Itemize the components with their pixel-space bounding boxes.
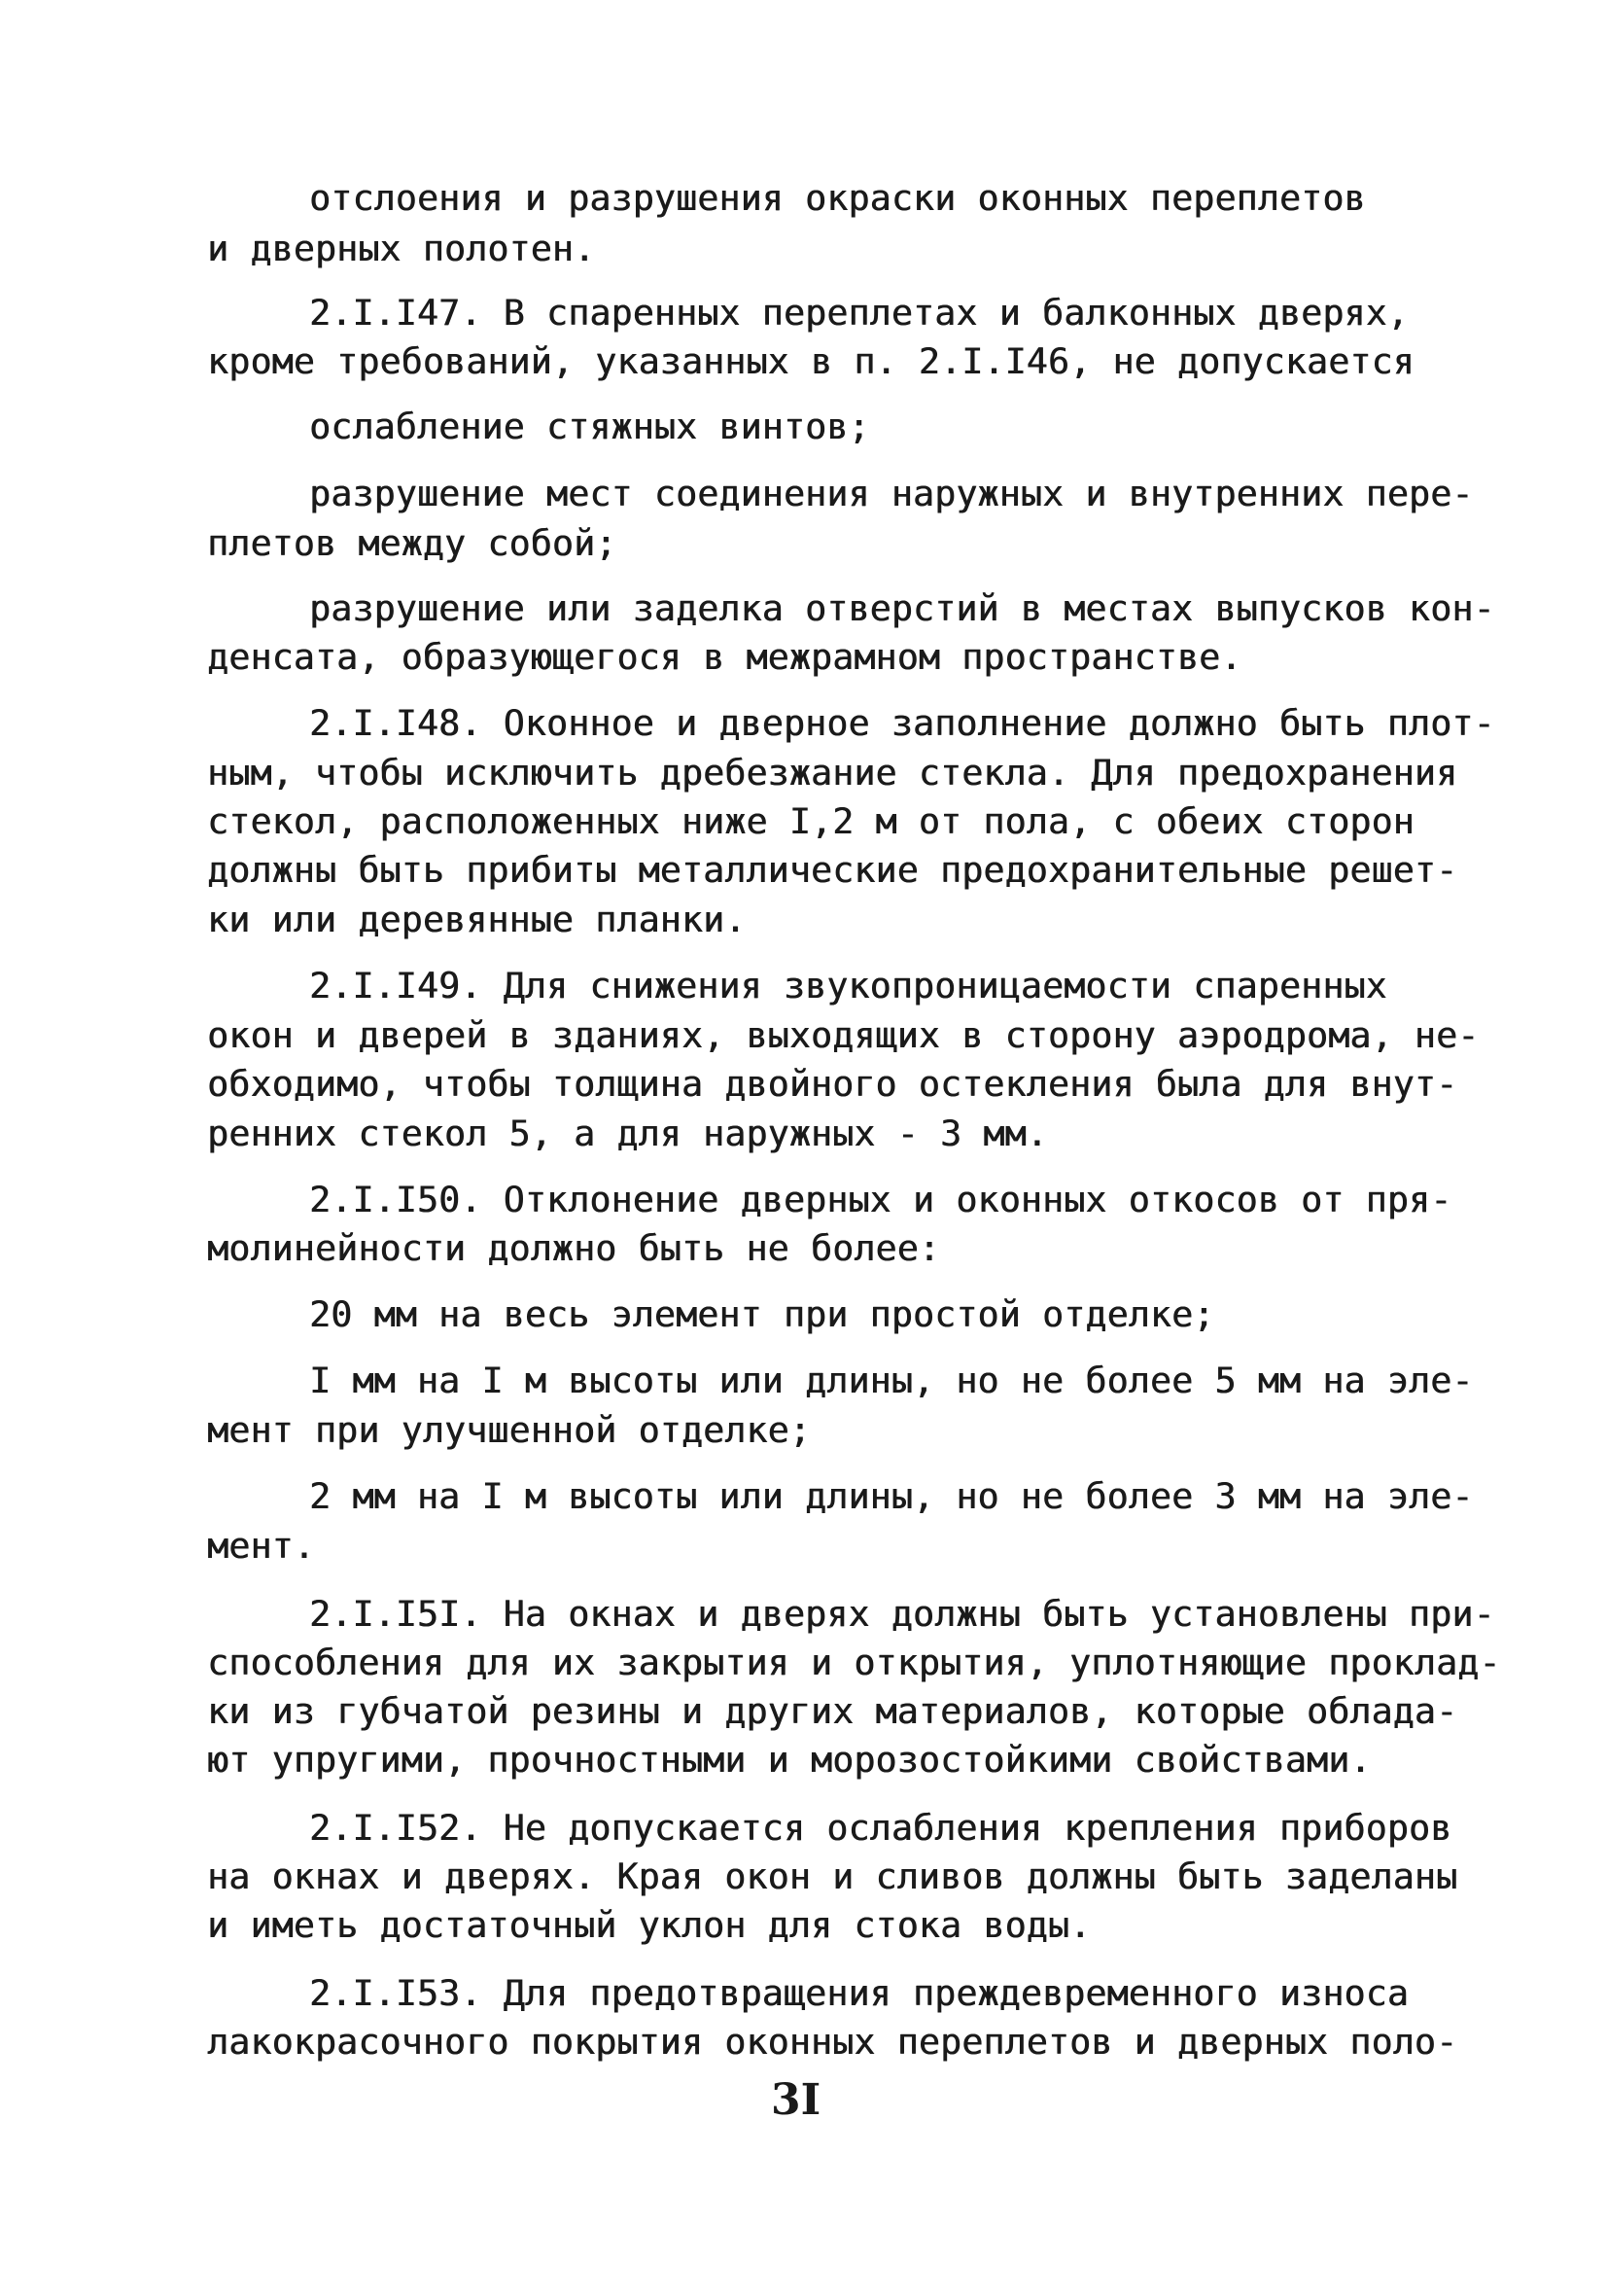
text-line: и дверных полотен.	[207, 228, 596, 269]
text-line: 2.I.I50. Отклонение дверных и оконных откосов от пря-	[309, 1179, 1452, 1220]
text-line: ренних стекол 5, а для наружных - 3 мм.	[207, 1113, 1048, 1154]
text-line: ным, чтобы исключить дребезжание стекла. Для предохранения	[207, 752, 1458, 794]
text-line: ослабление стяжных винтов;	[309, 406, 870, 447]
text-line: разрушение или заделка отверстий в местах выпусков кон-	[309, 587, 1495, 629]
text-line: окон и дверей в зданиях, выходящих в сторону аэродрома, не-	[207, 1014, 1480, 1056]
text-line: ют упругими, прочностными и морозостойкими свойствами.	[207, 1739, 1372, 1781]
text-line: ки или деревянные планки.	[207, 899, 747, 940]
text-line: плетов между собой;	[207, 522, 617, 564]
text-line: 2.I.I52. Не допускается ослабления крепления приборов	[309, 1807, 1452, 1849]
text-line: на окнах и дверях. Края окон и сливов должны быть заделаны	[207, 1855, 1458, 1897]
text-line: 2.I.I47. В спаренных переплетах и балконных дверях,	[309, 292, 1409, 334]
text-line: 2 мм на I м высоты или длины, но не более 3 мм на эле-	[309, 1475, 1474, 1517]
text-line: обходимо, чтобы толщина двойного остекления была для внут-	[207, 1063, 1458, 1105]
text-line: кроме требований, указанных в п. 2.I.I46, не допускается	[207, 340, 1415, 382]
text-line: должны быть прибиты металлические предохранительные решет-	[207, 849, 1458, 891]
page-number: 3I	[771, 2075, 821, 2125]
text-line: отслоения и разрушения окраски оконных переплетов	[309, 177, 1366, 219]
text-line: лакокрасочного покрытия оконных переплетов и дверных поло-	[207, 2021, 1458, 2063]
text-line: ки из губчатой резины и других материалов, которые облада-	[207, 1690, 1458, 1732]
text-line: мент.	[207, 1525, 315, 1567]
text-line: и иметь достаточный уклон для стока воды.	[207, 1904, 1092, 1946]
text-line: I мм на I м высоты или длины, но не более 5 мм на эле-	[309, 1360, 1474, 1401]
text-line: 2.I.I53. Для предотвращения преждевременного износа	[309, 1972, 1409, 2014]
text-line: 20 мм на весь элемент при простой отделке;	[309, 1293, 1215, 1335]
text-line: стекол, расположенных ниже I,2 м от пола, с обеих сторон	[207, 800, 1415, 842]
text-line: разрушение мест соединения наружных и внутренних пере-	[309, 473, 1474, 514]
text-line: способления для их закрытия и открытия, уплотняющие проклад-	[207, 1642, 1501, 1683]
text-line: денсата, образующегося в межрамном пространстве.	[207, 636, 1242, 678]
text-line: 2.I.I48. Оконное и дверное заполнение должно быть плот-	[309, 702, 1495, 744]
text-line: 2.I.I49. Для снижения звукопроницаемости спаренных	[309, 965, 1387, 1007]
text-line: молинейности должно быть не более:	[207, 1227, 940, 1269]
text-line: 2.I.I5I. На окнах и дверях должны быть установлены при-	[309, 1593, 1495, 1635]
text-line: мент при улучшенной отделке;	[207, 1409, 811, 1451]
